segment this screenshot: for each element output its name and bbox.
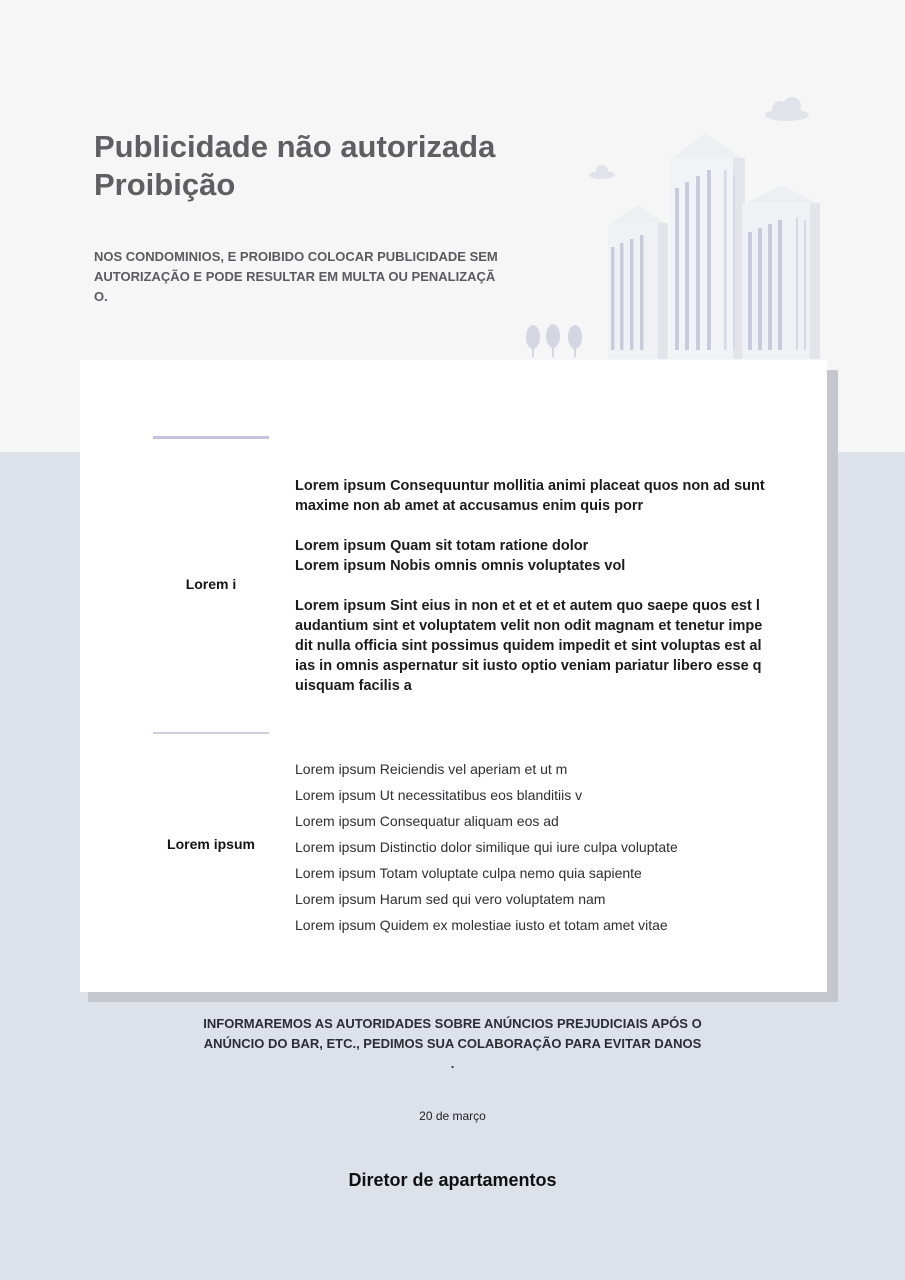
signature: Diretor de apartamentos	[348, 1170, 557, 1190]
content-card	[80, 360, 827, 992]
list-item: Lorem ipsum Totam voluptate culpa nemo quia sapiente	[295, 865, 642, 881]
page-title	[94, 128, 554, 204]
paragraph: Lorem ipsum Consequuntur mollitia animi placeat quos non ad sunt maxime non ab amet at accusamus enim quis porr	[295, 478, 765, 514]
list-item: Lorem ipsum Consequatur aliquam eos ad	[295, 813, 559, 829]
page-subtitle: NOS CONDOMINIOS, E PROIBIDO COLOCAR PUBLICIDADE SEM AUTORIZAÇÃO E PODE RESULTAR EM MULTA OU PENALIZAÇÃO.	[94, 249, 498, 304]
section-label: Lorem ipsum	[167, 836, 255, 852]
section-divider	[153, 436, 269, 439]
list-item: Lorem ipsum Quidem ex molestiae iusto et totam amet vitae	[295, 917, 668, 933]
section-label: Lorem i	[185, 576, 237, 592]
notice-line: .	[450, 1056, 455, 1071]
bold-text-block	[295, 476, 765, 696]
paragraph: Lorem ipsum Sint eius in non et et et et autem quo saepe quos est laudantium sint et voluptatem velit non odit magnam et tenetur impedit nulla officia sint possimus quidem impedit et sint voluptas est alias in omnis aspernatur sit iusto optio veniam pariatur libero esse quisquam facilis a	[295, 598, 763, 694]
section-divider	[153, 732, 269, 734]
notice-line: ANÚNCIO DO BAR, ETC., PEDIMOS SUA COLABORAÇÃO PARA EVITAR DANOS	[203, 1036, 702, 1051]
list-item: Lorem ipsum Ut necessitatibus eos blanditiis v	[295, 787, 583, 803]
notice-text	[190, 1014, 715, 1074]
paragraph-line: Lorem ipsum Quam sit totam ratione dolor	[295, 538, 589, 554]
city-buildings-icon	[520, 95, 825, 365]
list-item: Lorem ipsum Harum sed qui vero voluptatem nam	[295, 891, 606, 907]
paragraph	[295, 536, 765, 576]
paragraph-line: Lorem ipsum Nobis omnis omnis voluptates vol	[295, 558, 626, 574]
title-line-2: Proibição	[94, 167, 236, 202]
notice-line: INFORMAREMOS AS AUTORIDADES SOBRE ANÚNCIOS PREJUDICIAIS APÓS O	[203, 1016, 702, 1031]
item-list	[295, 756, 775, 938]
date: 20 de março	[419, 1109, 486, 1123]
list-item: Lorem ipsum Distinctio dolor similique qui iure culpa voluptate	[295, 839, 678, 855]
title-line-1: Publicidade não autorizada	[94, 129, 496, 164]
list-item: Lorem ipsum Reiciendis vel aperiam et ut m	[295, 761, 568, 777]
